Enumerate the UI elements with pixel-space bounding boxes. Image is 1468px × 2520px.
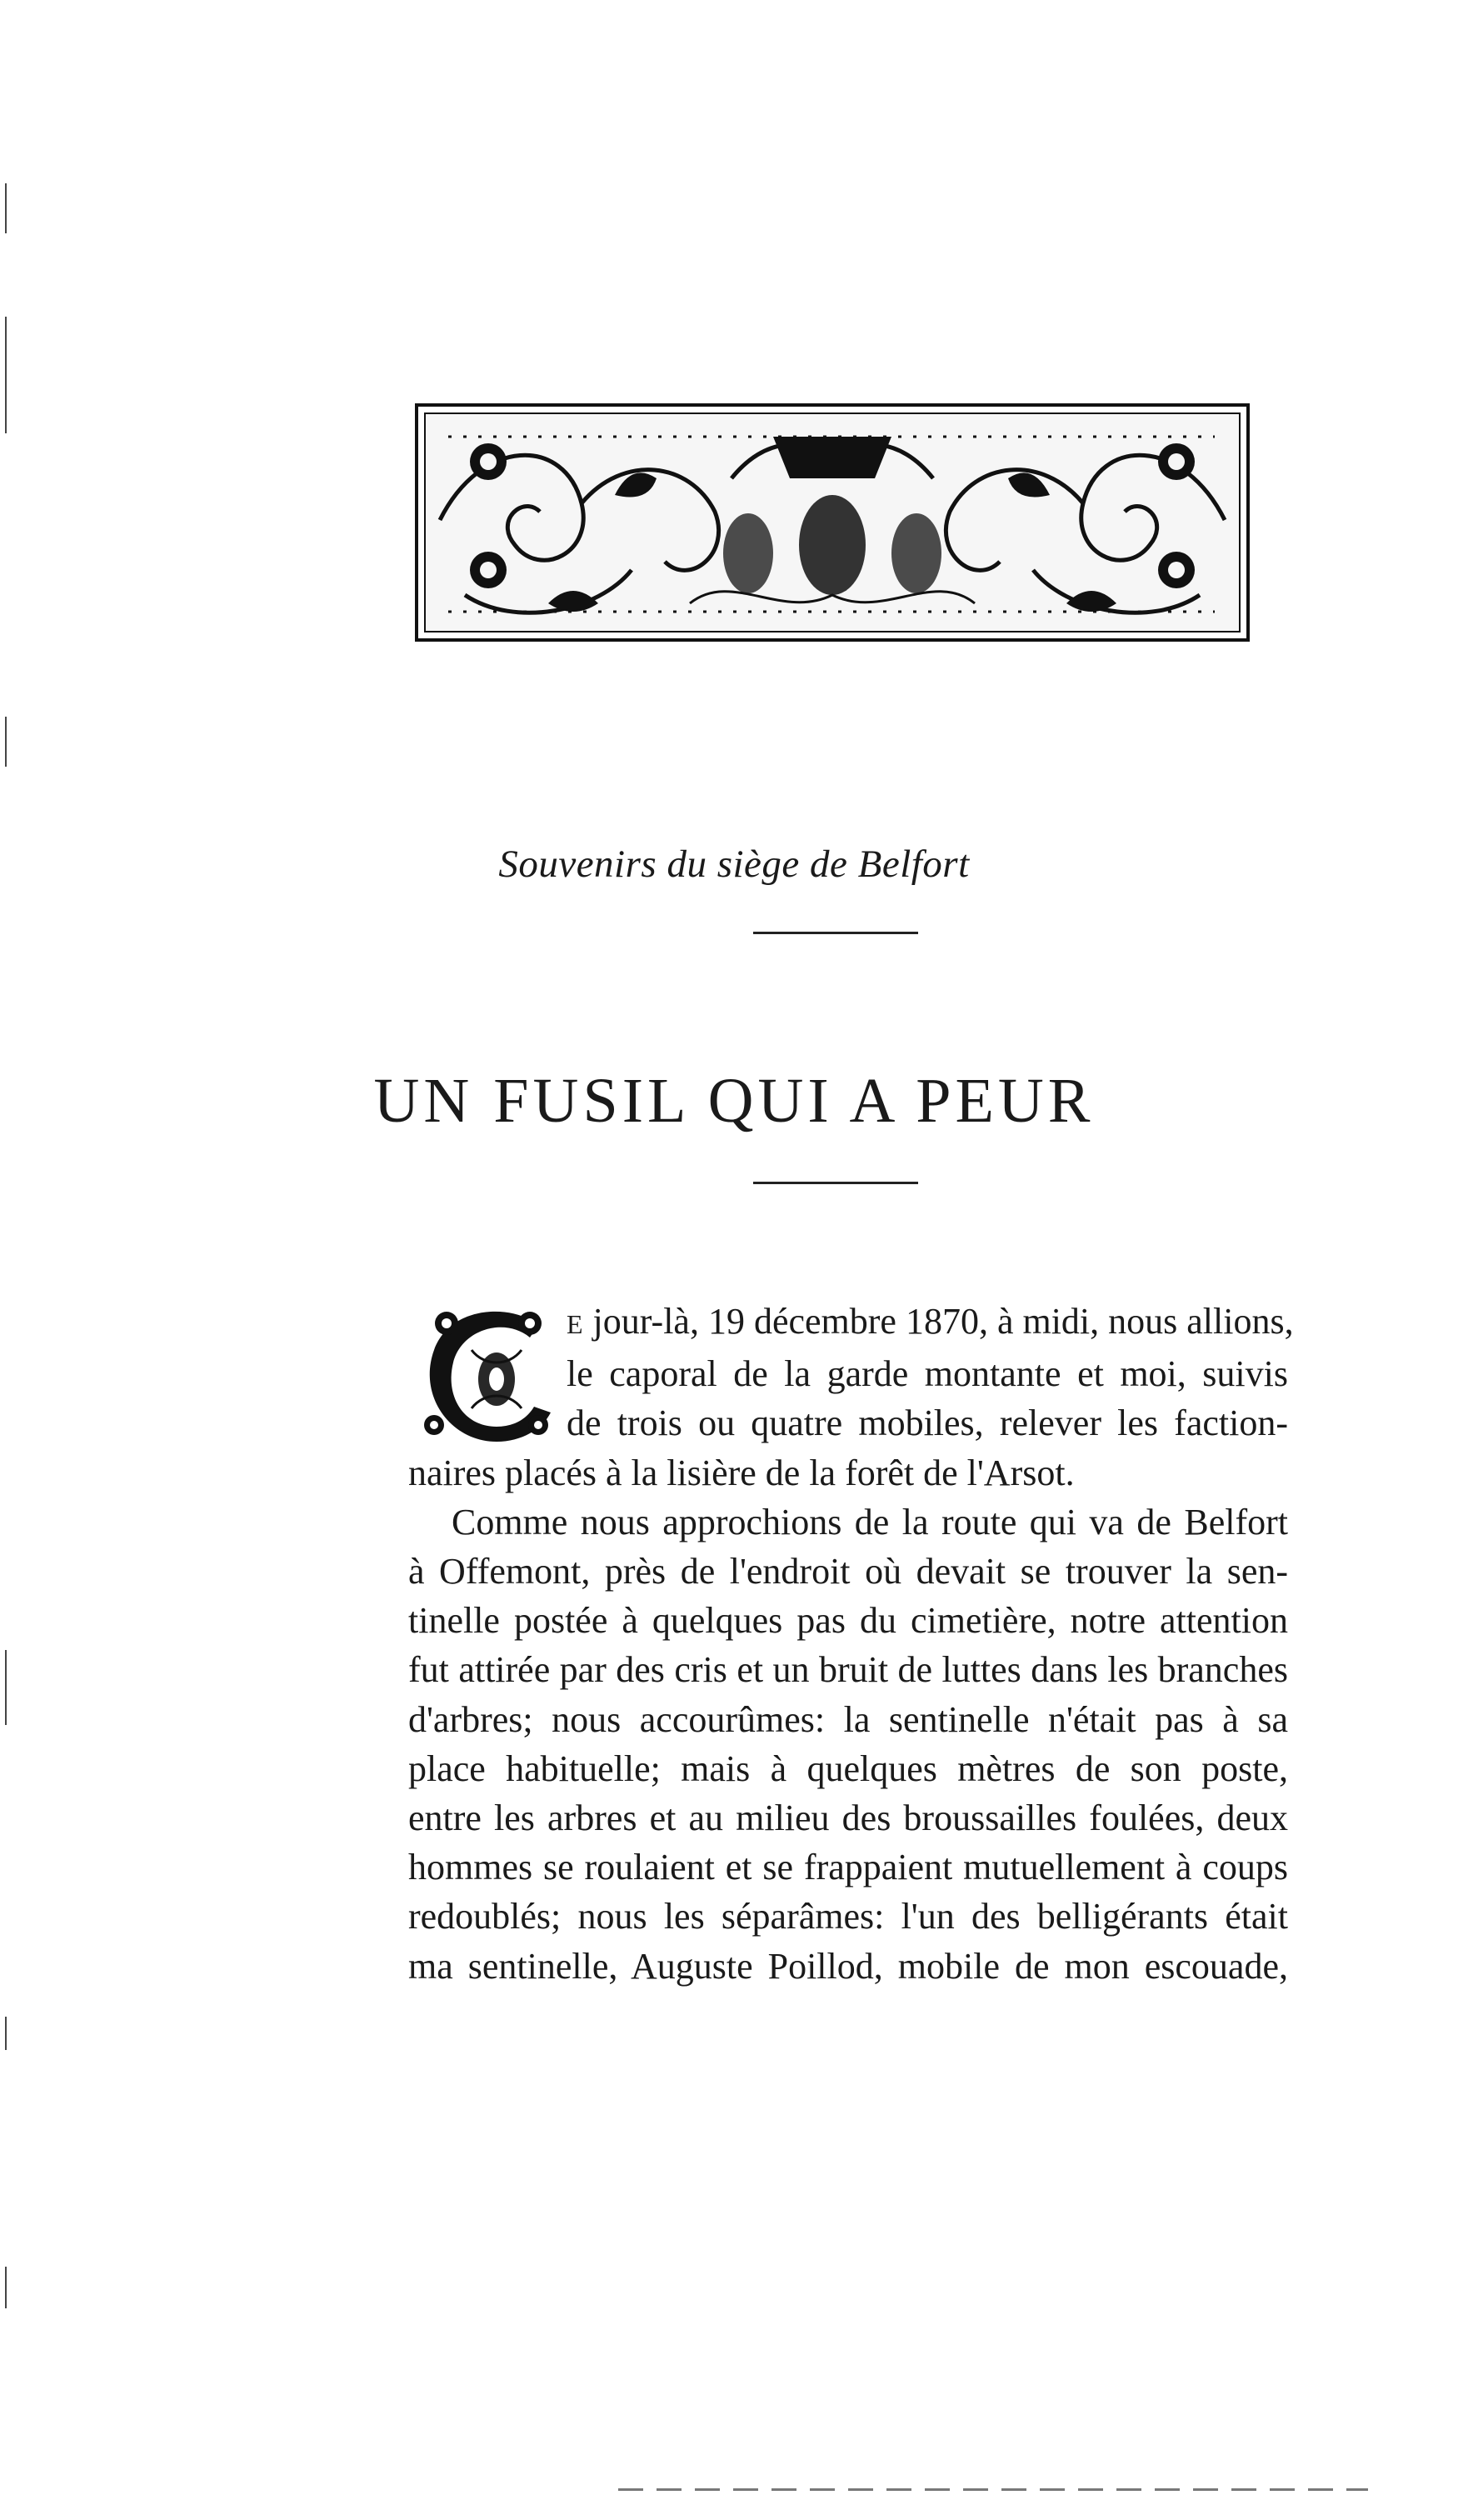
subtitle-rule [753,932,918,934]
paragraph-2-line: fut attirée par des cris et un bruit de luttes dans les branches [408,1649,1288,1691]
title-rule [753,1182,918,1184]
paragraph-2-line: redoublés; nous les séparâmes: l'un des belligérants était [408,1896,1288,1938]
chapter-title: UN FUSIL QUI A PEUR [373,1066,1095,1136]
line-text: jour-là, 19 décembre 1870, à midi, nous allions, [592,1301,1294,1342]
paragraph-1-line-4: naires placés à la lisière de la forêt de l'Arsot. [408,1452,1075,1493]
paragraph-2 [408,1498,1288,1991]
scan-edge-mark [5,2267,7,2308]
paragraph-2-line: d'arbres; nous accourûmes: la sentinelle n'était pas à sa [408,1698,1288,1740]
paragraph-1-line-1 [408,1297,1294,1349]
body-text [408,1297,1294,1991]
scan-edge-mark [5,1650,7,1725]
scan-edge-mark [5,717,7,767]
paragraph-2-line: tinelle postée à quelques pas du cimetière, notre attention [408,1600,1288,1642]
chapter-subtitle: Souvenirs du siège de Belfort [498,842,970,886]
paragraph-2-line: ma sentinelle, Auguste Poillod, mobile de mon escouade, [408,1945,1288,1987]
scan-edge-mark [5,2017,7,2050]
paragraph-2-line: place habituelle; mais à quelques mètres de son poste, [408,1748,1288,1789]
paragraph-1-line-3: de trois ou quatre mobiles, relever les faction- [567,1402,1288,1444]
small-caps-letter: E [567,1309,584,1339]
floral-headpiece-icon [415,403,1250,642]
scan-edge-mark [5,183,7,233]
paragraph-2-line: à Offemont, près de l'endroit où devait se trouver la sen- [408,1551,1288,1592]
paragraph-2-line: hommes se roulaient et se frappaient mutuellement à coups [408,1847,1288,1888]
paragraph-1 [408,1297,1294,1498]
scan-edge-mark [5,317,7,433]
paragraph-1-line-2: le caporal de la garde montante et moi, suivis [567,1353,1288,1395]
paragraph-2-line: Comme nous approchions de la route qui va de Belfort [452,1501,1288,1542]
scan-footer-dashes [618,2488,1368,2491]
paragraph-2-line: entre les arbres et au milieu des broussailles foulées, deux [408,1798,1288,1839]
